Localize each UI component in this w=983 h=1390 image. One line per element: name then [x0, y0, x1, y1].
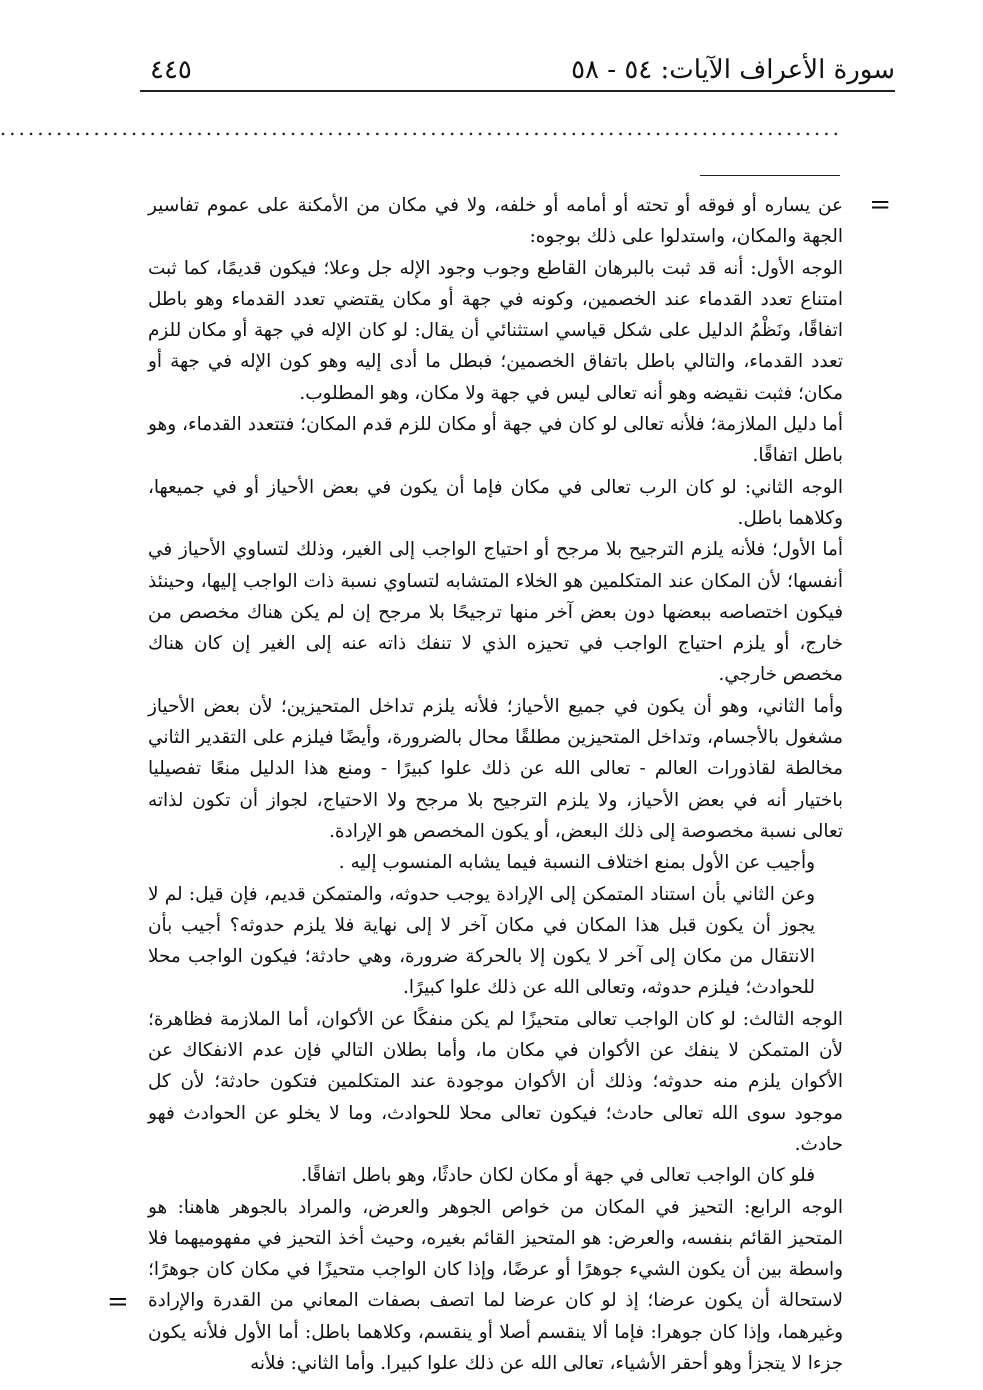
paragraph: وأجيب عن الأول بمنع اختلاف النسبة فيما يشابه المنسوب إليه .	[338, 852, 815, 874]
footnote-body	[148, 190, 843, 1379]
paragraph: الوجه الأول: أنه قد ثبت بالبرهان القاطع وجوب وجود الإله جل وعلا؛ فيكون قديمًا، كما ثبت امتناع تعدد القدماء عند الخصمين، وكونه في جهة أو مكان يقتضي تعدد القدماء وهو باطل اتفاقًا، ونَظْمُ الدليل على شكل قياسي استثنائي أن يقال: لو كان الإله في جهة أو مكان للزم تعدد القدماء، والتالي باطل باتفاق الخصمين؛ فبطل ما أدى إليه وهو كون الإله في جهة أو مكان؛ فثبت نقيضه وهو أنه تعالى ليس في جهة ولا مكان، وهو المطلوب.	[148, 257, 843, 404]
running-header	[140, 50, 895, 92]
continuation-mark-bottom: =	[107, 1287, 129, 1317]
page-number: ٤٤٥	[150, 55, 192, 85]
continuation-mark-top: =	[869, 190, 891, 220]
paragraph: وأما الثاني، وهو أن يكون في جميع الأحياز؛ فلأنه يلزم تداخل المتحيزين؛ لأن بعض الأحياز مشغول بالأجسام، وتداخل المتحيزين مطلقًا محال بالضرورة، وأيضًا فيلزم على التقدير الثاني مخالطة لقاذورات العالم - تعالى الله عن ذلك علوا كبيرًا - ومنع هذا الدليل منعًا تفصيليا باختيار أنه في بعض الأحياز، ولا يلزم الترجيح بلا مرجح ولا الاحتياج، لجواز أن تكون لذاته تعالى نسبة مخصوصة إلى ذلك البعض، أو يكون المخصص هو الإرادة.	[148, 695, 843, 842]
paragraph: أما الأول؛ فلأنه يلزم الترجيح بلا مرجح أو احتياج الواجب إلى الغير، وذلك لتساوي الأحياز في أنفسها؛ لأن المكان عند المتكلمين هو الخلاء المتشابه لتساوي نسبة ذات الواجب إليها، وحينئذ فيكون اختصاصه ببعضها دون بعض آخر منها ترجيحًا بلا مرجح إن لم يكن هناك مخصص من خارج، أو يلزم احتياج الواجب في تحيزه الذي لا تنفك ذاته عنه إلى الغير إن كان هناك مخصص خارجي.	[148, 539, 843, 686]
paragraph: وعن الثاني بأن استناد المتمكن إلى الإرادة يوجب حدوثه، والمتمكن قديم، فإن قيل: لم لا يجوز أن يكون قبل هذا المكان في مكان آخر لا إلى نهاية فلا يلزم حدوثه؟ أجيب بأن الانتقال من مكان إلى آخر لا يكون إلا بالحركة ضرورة، وهي حادثة؛ فيكون الواجب محلا للحوادث؛ فيلزم حدوثه، وتعالى الله عن ذلك علوا كبيرًا.	[148, 883, 815, 999]
paragraph: الوجه الثاني: لو كان الرب تعالى في مكان فإما أن يكون في بعض الأحياز أو في جميعها، وكلاهما باطل.	[148, 476, 843, 529]
footnote-rule	[700, 175, 840, 176]
paragraph: أما دليل الملازمة؛ فلأنه تعالى لو كان في جهة أو مكان للزم قدم المكان؛ فتتعدد القدماء، وهو باطل اتفاقًا.	[148, 414, 843, 467]
verse-separator-dots: ..........................................................................................	[0, 116, 842, 140]
paragraph: عن يساره أو فوقه أو تحته أو أمامه أو خلفه، ولا في مكان من الأمكنة على عموم تفاسير الجهة والمكان، واستدلوا على ذلك بوجوه:	[148, 195, 843, 248]
paragraph: فلو كان الواجب تعالى في جهة أو مكان لكان حادثًا، وهو باطل اتفاقًا.	[300, 1165, 815, 1187]
header-title: سورة الأعراف الآيات: ٥٤ - ٥٨	[571, 55, 895, 85]
paragraph: الوجه الرابع: التحيز في المكان من خواص الجوهر والعرض، والمراد بالجوهر هاهنا: هو المتحيز القائم بنفسه، والعرض: هو المتحيز القائم بغيره، وحيث أخذ التحيز في مفهوميهما فلا واسطة بين أن يكون الشيء جوهرًا أو عرضًا، وإذا كان الواجب متحيزًا في مكان كان جوهرًا؛ لاستحالة أن يكون عرضا؛ إذ لو كان عرضا لما اتصف بصفات المعاني من القدرة والإرادة وغيرهما، وإذا كان جوهرا: فإما ألا ينقسم أصلا أو ينقسم، وكلاهما باطل: أما الأول فلأنه يكون جزءا لا يتجزأ وهو أحقر الأشياء، تعالى الله عن ذلك علوا كبيرا. وأما الثاني: فلأنه	[148, 1196, 843, 1374]
paragraph: الوجه الثالث: لو كان الواجب تعالى متحيزًا لم يكن منفكًا عن الأكوان، أما الملازمة فظاهرة؛ لأن المتمكن لا ينفك عن الأكوان في مكان ما، وأما بطلان التالي فإن عدم الانفكاك عن الأكوان يلزم منه حدوثه؛ وذلك أن الأكوان موجودة عند المتكلمين فتكون حادثة؛ لأن كل موجود سوى الله تعالى حادث؛ فيكون تعالى محلا للحوادث، وما لا يخلو عن الحوادث فهو حادث.	[148, 1008, 843, 1155]
